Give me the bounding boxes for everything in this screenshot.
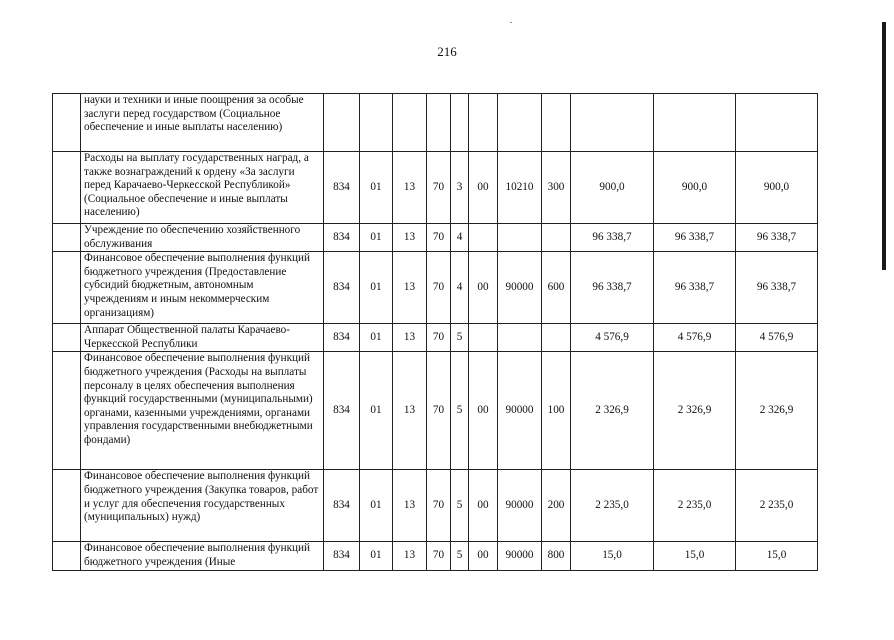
- direction-cell: 10210: [498, 152, 542, 224]
- amount-cell-2: 2 326,9: [654, 352, 736, 470]
- row-index-cell: [53, 470, 81, 542]
- table-row: [53, 324, 818, 352]
- direction-cell: 90000: [498, 352, 542, 470]
- row-index-cell: [53, 352, 81, 470]
- row-index-cell: [53, 542, 81, 570]
- amount-cell-1: 2 235,0: [571, 470, 654, 542]
- subprogram-cell: 5: [451, 324, 469, 352]
- subsection-cell: 13: [393, 352, 427, 470]
- main-activity-cell: 00: [469, 470, 498, 542]
- row-index-cell: [53, 152, 81, 224]
- grbs-cell: 834: [324, 324, 360, 352]
- direction-cell: 90000: [498, 470, 542, 542]
- direction-cell: [498, 94, 542, 152]
- program-cell: 70: [427, 542, 451, 570]
- section-cell: 01: [360, 224, 393, 252]
- table-row: [53, 94, 818, 152]
- subsection-cell: 13: [393, 252, 427, 324]
- grbs-cell: 834: [324, 224, 360, 252]
- amount-cell-3: 900,0: [736, 152, 818, 224]
- program-cell: 70: [427, 352, 451, 470]
- amount-cell-1: 900,0: [571, 152, 654, 224]
- expense-name-cell: Расходы на выплату государственных наград, а также вознаграждений к ордену «За заслуги перед Карачаево-Черкесской Республикой» (Социальное обеспечение и иные выплаты населению): [81, 152, 324, 224]
- main-activity-cell: [469, 94, 498, 152]
- section-cell: 01: [360, 252, 393, 324]
- direction-cell: 90000: [498, 542, 542, 570]
- subsection-cell: [393, 94, 427, 152]
- subprogram-cell: 5: [451, 542, 469, 570]
- grbs-cell: 834: [324, 252, 360, 324]
- program-cell: 70: [427, 152, 451, 224]
- grbs-cell: 834: [324, 152, 360, 224]
- row-index-cell: [53, 324, 81, 352]
- section-cell: 01: [360, 152, 393, 224]
- section-cell: 01: [360, 352, 393, 470]
- subsection-cell: 13: [393, 470, 427, 542]
- amount-cell-1: 15,0: [571, 542, 654, 570]
- row-index-cell: [53, 252, 81, 324]
- amount-cell-2: [654, 94, 736, 152]
- table-row: [53, 470, 818, 542]
- amount-cell-2: 4 576,9: [654, 324, 736, 352]
- program-cell: 70: [427, 224, 451, 252]
- amount-cell-3: 4 576,9: [736, 324, 818, 352]
- amount-cell-3: 96 338,7: [736, 252, 818, 324]
- page-number: 216: [437, 44, 457, 59]
- expense-type-cell: [542, 94, 571, 152]
- expense-type-cell: 100: [542, 352, 571, 470]
- subprogram-cell: 3: [451, 152, 469, 224]
- table-row: [53, 252, 818, 324]
- main-activity-cell: 00: [469, 252, 498, 324]
- subsection-cell: 13: [393, 152, 427, 224]
- amount-cell-2: 96 338,7: [654, 224, 736, 252]
- section-cell: 01: [360, 542, 393, 570]
- main-activity-cell: [469, 224, 498, 252]
- expense-name-cell: Финансовое обеспечение выполнения функций бюджетного учреждения (Расходы на выплаты персоналу в целях обеспечения выполнения функций государственными (муниципальными) органами, казенными учреждениями, органами управления государственными внебюджетными фондами): [81, 352, 324, 470]
- subprogram-cell: 4: [451, 224, 469, 252]
- subsection-cell: 13: [393, 542, 427, 570]
- row-index-cell: [53, 224, 81, 252]
- expense-type-cell: [542, 324, 571, 352]
- direction-cell: [498, 224, 542, 252]
- table-row: [53, 152, 818, 224]
- subprogram-cell: 5: [451, 470, 469, 542]
- grbs-cell: 834: [324, 352, 360, 470]
- amount-cell-3: 15,0: [736, 542, 818, 570]
- main-activity-cell: 00: [469, 542, 498, 570]
- program-cell: [427, 94, 451, 152]
- section-cell: 01: [360, 324, 393, 352]
- grbs-cell: 834: [324, 470, 360, 542]
- amount-cell-1: 96 338,7: [571, 224, 654, 252]
- section-cell: [360, 94, 393, 152]
- grbs-cell: [324, 94, 360, 152]
- expense-name-cell: Финансовое обеспечение выполнения функций бюджетного учреждения (Закупка товаров, работ и услуг для обеспечения государственных (муниципальных) нужд): [81, 470, 324, 542]
- section-cell: 01: [360, 470, 393, 542]
- subprogram-cell: 5: [451, 352, 469, 470]
- amount-cell-1: [571, 94, 654, 152]
- amount-cell-1: 96 338,7: [571, 252, 654, 324]
- table-row: [53, 224, 818, 252]
- subsection-cell: 13: [393, 324, 427, 352]
- amount-cell-2: 900,0: [654, 152, 736, 224]
- subprogram-cell: 4: [451, 252, 469, 324]
- amount-cell-1: 4 576,9: [571, 324, 654, 352]
- row-index-cell: [53, 94, 81, 152]
- amount-cell-3: 2 235,0: [736, 470, 818, 542]
- subsection-cell: 13: [393, 224, 427, 252]
- expense-type-cell: 300: [542, 152, 571, 224]
- expense-name-cell: Финансовое обеспечение выполнения функций бюджетного учреждения (Иные: [81, 542, 324, 570]
- main-activity-cell: 00: [469, 152, 498, 224]
- amount-cell-3: 96 338,7: [736, 224, 818, 252]
- grbs-cell: 834: [324, 542, 360, 570]
- main-activity-cell: [469, 324, 498, 352]
- amount-cell-2: 96 338,7: [654, 252, 736, 324]
- subprogram-cell: [451, 94, 469, 152]
- table-row: [53, 542, 818, 570]
- expense-type-cell: 600: [542, 252, 571, 324]
- expense-type-cell: 800: [542, 542, 571, 570]
- expense-name-cell: Аппарат Общественной палаты Карачаево-Черкесской Республики: [81, 324, 324, 352]
- amount-cell-2: 2 235,0: [654, 470, 736, 542]
- expense-type-cell: 200: [542, 470, 571, 542]
- expense-name-cell: Учреждение по обеспечению хозяйственного обслуживания: [81, 224, 324, 252]
- expense-name-cell: науки и техники и иные поощрения за особые заслуги перед государством (Социальное обеспечение и иные выплаты населению): [81, 94, 324, 152]
- amount-cell-2: 15,0: [654, 542, 736, 570]
- program-cell: 70: [427, 324, 451, 352]
- budget-table: [52, 93, 818, 571]
- expense-name-cell: Финансовое обеспечение выполнения функций бюджетного учреждения (Предоставление субсидий бюджетным, автономным учреждениям и иным некоммерческим организациям): [81, 252, 324, 324]
- direction-cell: [498, 324, 542, 352]
- amount-cell-1: 2 326,9: [571, 352, 654, 470]
- program-cell: 70: [427, 252, 451, 324]
- main-activity-cell: 00: [469, 352, 498, 470]
- amount-cell-3: [736, 94, 818, 152]
- amount-cell-3: 2 326,9: [736, 352, 818, 470]
- program-cell: 70: [427, 470, 451, 542]
- table-row: [53, 352, 818, 470]
- direction-cell: 90000: [498, 252, 542, 324]
- expense-type-cell: [542, 224, 571, 252]
- scan-speck: [510, 22, 512, 23]
